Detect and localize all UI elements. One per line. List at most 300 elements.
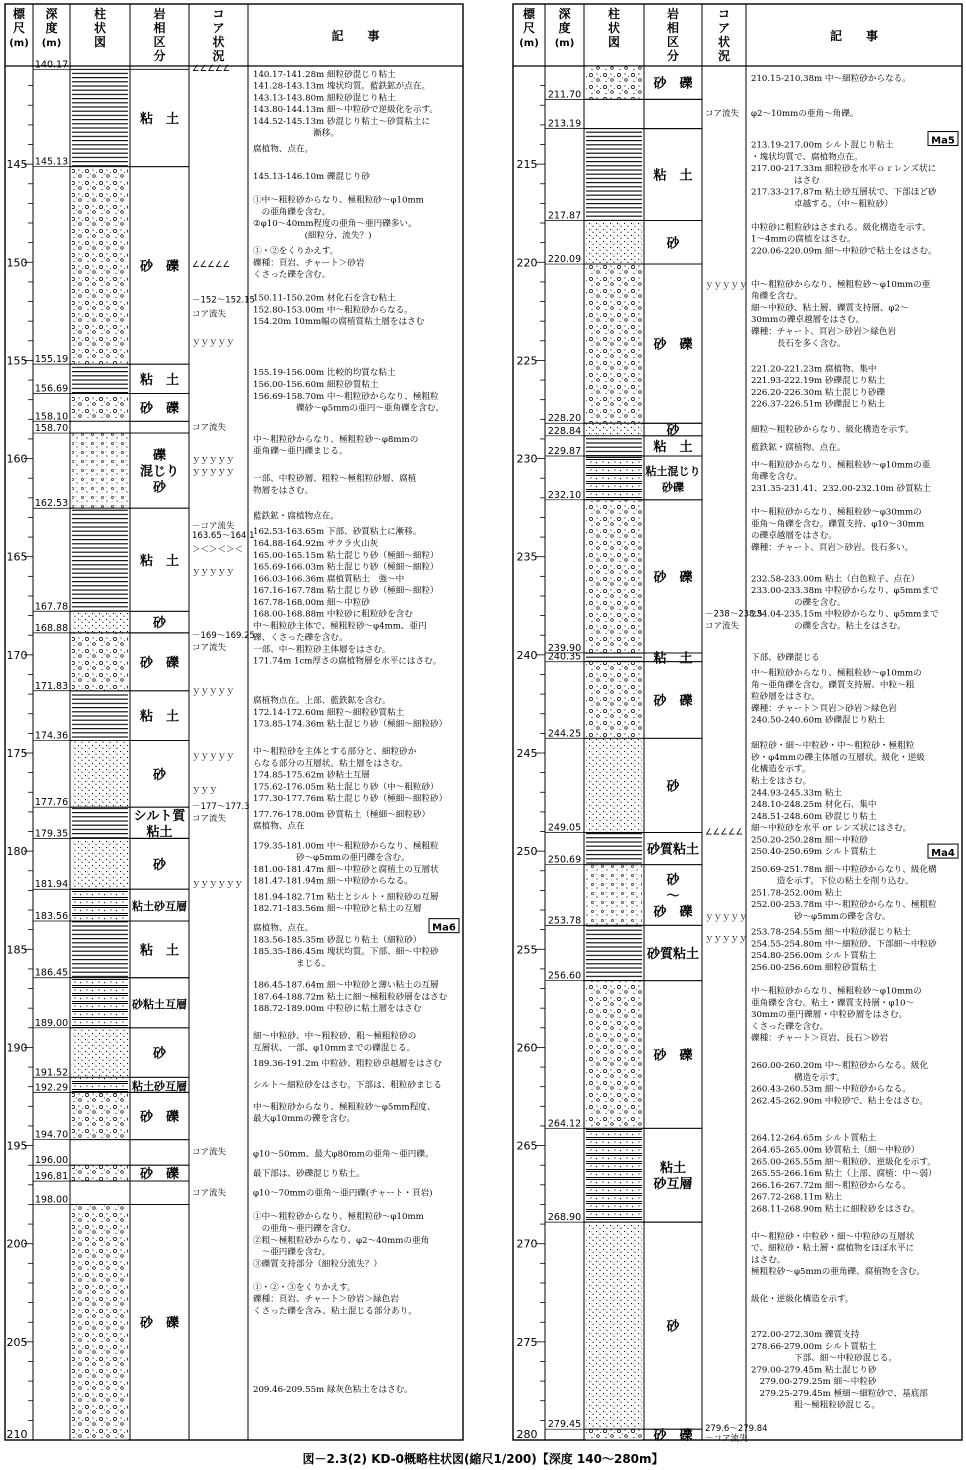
facies-label: ～ — [666, 889, 680, 905]
note-line: 220.06-220.09m 細～中粒砂で粘土をはさむ。 — [751, 246, 937, 257]
note-line: 最大φ10mmの礫を含む。 — [253, 1114, 356, 1125]
core-note: －152～152.15 — [192, 295, 255, 306]
note-line: 30mmの礫卓越層をはさむ。 — [751, 315, 865, 326]
header-depth: 深 — [45, 7, 58, 21]
note-line: 256.00-256.60m 細粒砂質粘土 — [751, 962, 877, 973]
note-line: 砂～φ5mmの亜円礫を含む。 — [253, 853, 410, 864]
note-line: 172.14-172.60m 細粒～細粒砂質粘土 — [253, 707, 405, 718]
note-line: 150.11-150.20m 材化石を含む粘土 — [253, 293, 396, 304]
note-line: 217.00-217.33m 細粒砂を水平ｏｒレンズ状に — [751, 164, 937, 175]
lithology-fill — [72, 1140, 128, 1166]
depth-label: 213.19 — [547, 118, 582, 130]
core-note: ｙｙｙｙｙ — [192, 566, 235, 577]
depth-label: 156.69 — [34, 383, 69, 395]
lithology-fill — [72, 364, 128, 393]
note-line: 185.35-186.45m 塊状均質。下部、細～中粒砂 — [253, 947, 439, 958]
note-line: 250.69-251.78m 細～中粒砂からなり、級化構 — [751, 864, 937, 875]
facies-label: 砂 礫 — [653, 905, 693, 921]
note-line: で、細粒砂・粘土層・腐植物をほぼ水平に — [751, 1243, 915, 1254]
facies-label: 砂 礫 — [139, 1110, 180, 1126]
facies-label: 粘 土 — [139, 372, 180, 388]
note-line: 下部、細～中粒砂混じる。 — [751, 1353, 898, 1364]
scale-label: 240 — [516, 648, 538, 662]
note-line: 221.93-222.19m 砂礫混じり粘土 — [751, 376, 886, 387]
lithology-fill — [586, 925, 642, 980]
note-line: 156.69-158.70m 中～粗粒砂からなり、極粗粒 — [253, 391, 439, 402]
marine-clay-tag: Ma5 — [931, 135, 955, 147]
facies-label: 粘土混じり — [645, 464, 701, 478]
scale-label: 215 — [516, 158, 538, 172]
depth-label: 211.70 — [547, 89, 582, 101]
header-core: ア — [212, 21, 225, 35]
scale-label: 180 — [6, 845, 28, 859]
note-line: 亜角礫を含む。粘土・礫質支持層・φ10～ — [751, 998, 915, 1009]
note-line: 中～粗粒砂主体で、極粗粒砂～φ4mm、亜円 — [253, 621, 427, 632]
note-line: 188.72-189.00m 中粒砂に粘土層をはさむ — [253, 1004, 422, 1015]
note-line: の礫を含む。粘土をはさむ。 — [751, 621, 906, 632]
note-line: はさむ — [751, 175, 820, 186]
depth-label: 196.00 — [34, 1155, 69, 1167]
lithology-fill — [72, 740, 128, 807]
scale-label: 185 — [6, 943, 28, 957]
note-line: 253.78-254.55m 細～中粒砂混じり粘土 — [751, 927, 911, 938]
note-line: 141.28-143.13m 塊状均質。藍鉄鉱が点在。 — [253, 81, 431, 92]
depth-label: 228.20 — [547, 413, 582, 425]
header-column: 状 — [93, 21, 107, 35]
depth-label: 171.83 — [34, 680, 69, 692]
scale-label: 150 — [6, 256, 28, 270]
lithology-fill — [586, 1222, 642, 1429]
core-note: 163.65～164.1 — [192, 531, 255, 542]
header-column: 図 — [93, 35, 107, 49]
depth-label: 279.45 — [547, 1419, 582, 1431]
header-scale: (m) — [9, 38, 29, 49]
facies-label: 砂 礫 — [653, 1428, 693, 1444]
core-note: ∠∠∠∠∠ — [192, 260, 231, 271]
note-line: 粘土をはさむ。 — [751, 776, 812, 787]
lithology-fill — [586, 436, 642, 456]
note-line: 260.43-260.53m 細～中粒砂からなる。 — [751, 1084, 911, 1095]
note-line: 167.78-168.00m 細～中粒砂 — [253, 597, 370, 608]
facies-label: 砂 — [666, 873, 680, 889]
note-line: 233.00-233.38m 中粒砂からなり、φ5mmまで — [751, 586, 939, 597]
note-line: 級化・逆級化構造を示す。 — [751, 1294, 854, 1305]
note-line: 化構造を示す。 — [751, 764, 811, 775]
note-line: 264.65-265.00m 砂質粘土（細～中粒砂） — [751, 1145, 920, 1156]
note-line: ①中～粗粒砂からなり、極粗粒砂～φ10mm — [253, 195, 424, 206]
depth-label: 177.76 — [34, 797, 69, 809]
note-line: 164.88-164.92m サクラ火山灰 — [253, 538, 379, 549]
note-line: 礫種：チャート、頁岩＞砂岩＞緑色岩 — [751, 326, 897, 337]
note-line: 30mmの亜円礫層・中粒砂層をはさむ。 — [751, 1010, 908, 1021]
header-scale: 標 — [522, 7, 536, 21]
depth-label: 183.56 — [34, 911, 69, 923]
note-line: 189.36-191.2m 中粒砂、粗粒砂卓越層をはさむ — [253, 1059, 442, 1070]
depth-label: 249.05 — [547, 822, 582, 834]
lithology-fill — [586, 500, 642, 653]
scale-label: 195 — [6, 1139, 28, 1153]
note-line: ②φ10～40mm程度の亜角～亜円礫多い。 — [253, 219, 417, 230]
facies-label: 砂礫 — [662, 480, 684, 494]
depth-label: 250.69 — [547, 854, 582, 866]
header-facies: 分 — [666, 49, 680, 63]
scale-label: 225 — [516, 354, 538, 368]
note-line: 礫種：頁岩、チャート＞砂岩＞緑色岩 — [253, 1294, 399, 1305]
facies-label: 砂 — [152, 857, 167, 873]
scale-label: 245 — [516, 747, 538, 760]
header-scale: 尺 — [522, 21, 536, 35]
core-note: ｙｙｙｙｙ — [192, 466, 235, 477]
note-line: 250.20-250.28m 細～中粒砂 — [751, 835, 868, 846]
marine-clay-tag: Ma4 — [931, 848, 955, 860]
note-line: 152.80-153.00m 中～粗粒砂からなる。 — [253, 305, 413, 316]
note-line: 155.19-156.00m 比較的均質な粘土 — [253, 368, 396, 379]
note-line: ～亜円礫を含む。 — [253, 1247, 331, 1258]
lithology-fill — [586, 423, 642, 436]
lithology-fill — [72, 421, 128, 433]
note-line: はさむ。 — [751, 1255, 786, 1266]
note-line: の亜角～亜円礫を含む。 — [253, 1224, 357, 1235]
note-line: 175.62-176.05m 粘土混じり砂（中～粗粒砂） — [253, 782, 439, 793]
lithology-fill — [72, 508, 128, 611]
scale-label: 160 — [6, 452, 28, 466]
header-column: 柱 — [93, 7, 107, 21]
note-line: まじる。 — [253, 959, 331, 970]
core-note: ∠∠∠∠∠ — [192, 63, 231, 74]
scale-label: 200 — [6, 1237, 28, 1251]
note-line: ①・②・③をくりかえす。 — [253, 1282, 356, 1293]
note-line: 226.20-226.30m 粘土混じり砂礫 — [751, 387, 886, 398]
facies-label: 砂 — [666, 779, 680, 795]
note-line: 248.51-248.60m 砂混じり粘土 — [751, 811, 877, 822]
note-line: らなる部分の互層状。粘土層をはさむ。 — [253, 758, 408, 769]
lithology-fill — [586, 456, 642, 500]
facies-label: 砂 礫 — [653, 1048, 693, 1064]
depth-label: 192.29 — [34, 1082, 69, 1094]
lithology-fill — [72, 889, 128, 921]
note-line: 226.37-226.51m 砂礫混じり粘土 — [751, 399, 886, 410]
note-line: 中～粗粒砂からなり、極粗粒砂～φ10mmの亜 — [751, 460, 931, 471]
facies-label: 砂 — [666, 1319, 680, 1335]
depth-label: 253.78 — [547, 915, 582, 927]
scale-label: 205 — [6, 1335, 28, 1349]
note-line: 181.47-181.94m 細～中粒砂からなる。 — [253, 876, 413, 887]
depth-label: 244.25 — [547, 728, 582, 740]
facies-label: 砂 礫 — [653, 76, 693, 92]
note-line: 252.00-253.78m 中～粗粒砂からなり、極粗粒 — [751, 900, 937, 911]
note-line: 中～粗粒砂からなり、極粗粒砂～φ10mmの — [751, 986, 922, 997]
lithology-fill — [72, 1077, 128, 1092]
lithology-fill — [586, 1429, 642, 1440]
lithology-fill — [586, 129, 642, 221]
note-line: 礫、くさった礫を含む。 — [253, 633, 348, 644]
lithology-fill — [72, 1165, 128, 1181]
note-line: 140.17-141.28m 細粒砂混じり粘土 — [253, 69, 396, 80]
note-line: 藍鉄鉱・腐植物点在。 — [253, 511, 339, 522]
note-line: 細～中粒砂を水平 or レンズ状にはさむ。 — [751, 823, 912, 834]
facies-label: 混じり — [139, 464, 180, 480]
note-line: 極粗粒砂～φ5mmの亜角礫、腐植物を含む。 — [751, 1267, 925, 1278]
scale-label: 145 — [6, 158, 28, 172]
facies-label: 粘 土 — [653, 651, 693, 667]
header-facies: 分 — [153, 49, 166, 63]
scale-label: 220 — [516, 256, 538, 270]
depth-label: 158.70 — [34, 423, 69, 435]
note-line: 213.19-217.00m シルト混じり粘土 — [751, 140, 894, 151]
scale-label: 235 — [516, 550, 538, 564]
depth-label: 220.09 — [547, 254, 582, 266]
note-line: 168.00-168.88m 中粒砂に粗粒砂を含む — [253, 609, 413, 620]
note-line: 中～粗粒砂からなり、極粗粒砂～φ10mmの亜 — [751, 279, 931, 290]
note-line: 砂～φ5mmの礫を含む。 — [751, 911, 891, 922]
core-note: コア流失 — [705, 109, 740, 120]
lithology-fill — [586, 738, 642, 832]
core-note: コア流失 — [192, 1147, 227, 1158]
facies-label: 砂粘土互層 — [132, 997, 187, 1011]
note-line: ①・②をくりかえす。 — [253, 246, 339, 257]
header-core: 況 — [212, 49, 225, 63]
note-line: 154.20m 10mm幅の腐植質粘土層をはさむ — [253, 317, 425, 328]
note-line: 腐植物、点在。 — [253, 144, 314, 155]
marine-clay-tag: Ma6 — [432, 922, 456, 934]
note-line: φ10～70mmの亜角～亜円礫(チャート・頁岩) — [253, 1188, 433, 1199]
note-line: 中～粗粒砂を主体とする部分と、細粒砂か — [253, 747, 417, 758]
facies-label: 砂 — [666, 236, 680, 252]
depth-label: 168.88 — [34, 622, 69, 634]
note-line: 209.46-209.55m 緑灰色粘土をはさむ。 — [253, 1384, 413, 1395]
scale-label: 270 — [516, 1237, 538, 1251]
lithology-fill — [72, 611, 128, 633]
scale-label: 190 — [6, 1041, 28, 1055]
note-line: 中～粗粒砂からなり、極粗粒砂～φ30mmの — [751, 507, 922, 518]
lithology-fill — [72, 807, 128, 838]
note-line: 造を示す。下位の粘土を削り込む。 — [751, 876, 914, 887]
note-line: 礫種：チャート＞頁岩＞砂岩＞緑色岩 — [751, 703, 897, 714]
note-line: 礫砂～φ5mmの亜円～亜角礫を含む。 — [253, 403, 445, 414]
note-line: 250.40-250.69m シルト質粘土 — [751, 847, 877, 858]
note-line: 145.13-146.10m 礫混じり砂 — [253, 171, 370, 182]
lithology-fill — [72, 69, 128, 166]
facies-label: 粘土砂互層 — [132, 900, 187, 914]
depth-label: 198.00 — [34, 1194, 69, 1206]
header-column: 状 — [607, 21, 621, 35]
lithology-fill — [72, 978, 128, 1028]
note-line: 砂・φ4mmの礫主体層の互層状。級化・逆級 — [751, 752, 925, 763]
note-line: 腐植物、点在 — [253, 821, 305, 832]
header-core: コ — [212, 7, 225, 21]
note-line: 181.94-182.71m 粘土とシルト・細粒砂の互層 — [253, 892, 439, 903]
depth-label: 145.13 — [34, 156, 69, 168]
lithology-fill — [72, 167, 128, 364]
core-note: 279.6～279.84 — [705, 1424, 768, 1435]
note-line: φ2～10mmの亜角～角礫。 — [751, 109, 859, 120]
note-line: 264.12-264.65m シルト質粘土 — [751, 1133, 877, 1144]
scale-label: 265 — [516, 1139, 538, 1153]
note-line: 210.15-210.38m 中～細粒砂からなる。 — [751, 73, 911, 84]
core-note: コア流失 — [705, 621, 740, 632]
note-line: 254.55-254.80m 中～細粒砂、下部細～中粒砂 — [751, 939, 937, 950]
note-line: 231.35-231.41、232.00-232.10m 砂質粘土 — [751, 484, 931, 495]
facies-label: 粘土 — [659, 1161, 687, 1177]
note-line: 182.71-183.56m 細～中粒砂と粘土の互層 — [253, 904, 422, 915]
note-line: 166.03-166.36m 腐植質粘土 強～中 — [253, 574, 405, 585]
header-facies: 区 — [153, 35, 166, 49]
note-line: 細粒砂・細～中粒砂・中～粗粒砂・極粗粒 — [751, 741, 915, 752]
depth-label: 228.84 — [547, 425, 582, 437]
note-line: 中～粗粒砂からなり、極粗粒砂～φ5mm程度、 — [253, 1102, 436, 1113]
note-line: の礫を含む。 — [751, 597, 846, 608]
lithology-fill — [72, 433, 128, 508]
note-line: 221.20-221.23m 腐植物、集中 — [751, 364, 877, 375]
note-line: 一部、中粒砂層、粗粒～極粗粒砂層、腐植 — [253, 474, 417, 485]
core-note: ｙｙｙｙｙｙ — [192, 878, 244, 889]
depth-label: 217.87 — [547, 210, 582, 222]
core-note: －コア流失 — [705, 1434, 748, 1445]
note-line: 234.04-235.15m 中粒砂からなり、φ5mmまで — [751, 609, 939, 620]
facies-label: 砂 — [152, 616, 167, 632]
core-note: ｙｙｙｙｙ — [192, 750, 235, 761]
note-line: 171.74m 1cm厚さの腐植物層を水平にはさむ。 — [253, 656, 442, 667]
core-note: －177～177.3 — [192, 801, 250, 812]
depth-label: 240.35 — [547, 651, 582, 663]
lithology-fill — [586, 865, 642, 926]
facies-label: 砂 礫 — [139, 1167, 180, 1183]
scale-label: 260 — [516, 1041, 538, 1055]
scale-label: 165 — [6, 550, 28, 564]
note-line: くさった礫を含む。 — [751, 1021, 829, 1032]
lithology-fill — [72, 394, 128, 422]
note-line: 183.56-185.35m 砂混じり粘土（細粒砂） — [253, 935, 422, 946]
note-line: 272.00-272.30m 礫質支持 — [751, 1330, 860, 1341]
note-line: 162.53-163.65m 下部、砂質粘土に漸移。 — [253, 527, 422, 538]
note-line: 亜角～角礫を含む。礫質支持、φ10～30mm — [751, 519, 925, 530]
depth-label: 239.90 — [547, 642, 582, 654]
header-core: 状 — [717, 35, 731, 49]
core-note: コア流失 — [192, 1188, 227, 1199]
core-note: ｙｙｙｙｙ — [192, 454, 235, 465]
lithology-fill — [586, 1128, 642, 1222]
depth-label: 194.70 — [34, 1129, 69, 1141]
header-depth: 度 — [45, 21, 58, 35]
facies-label: 礫 — [152, 448, 167, 464]
lithology-fill — [72, 1028, 128, 1077]
facies-label: 砂 礫 — [139, 1316, 180, 1332]
note-line: 中～粗粒砂・中粒砂・細～中粒砂の互層状 — [751, 1231, 915, 1242]
depth-label: 256.60 — [547, 970, 582, 982]
header-facies: 区 — [666, 35, 680, 49]
core-note: ｙｙｙｙｙ — [705, 911, 748, 922]
note-line: 187.64-188.72m 粘土に細～極粗粒砂層をはさむ — [253, 992, 448, 1003]
facies-label: 砂 礫 — [653, 570, 693, 586]
scale-label: 155 — [6, 354, 28, 368]
facies-label: 砂 — [152, 480, 167, 496]
header-depth: 深 — [558, 7, 571, 21]
note-line: 232.58-233.00m 粘土（白色粒子、点在） — [751, 574, 920, 585]
facies-label: 粘 土 — [653, 168, 693, 184]
note-line: ・塊状均質で、腐植物点在。 — [751, 152, 863, 163]
note-line: 粒砂層をはさむ。 — [751, 692, 820, 703]
depth-label: 179.35 — [34, 828, 69, 840]
lithology-fill — [586, 220, 642, 264]
note-line: ③礫質支持部分（細粒分流失？） — [253, 1259, 382, 1270]
note-line: 物層をはさむ。 — [253, 485, 314, 496]
note-line: 角礫を含む。 — [751, 291, 803, 302]
core-note: －238～238.5 — [705, 609, 763, 620]
note-line: 268.11-268.90m 粘土に細粒砂をはさむ。 — [751, 1204, 920, 1215]
panel-left — [5, 4, 463, 1441]
facies-label: 粘土砂互層 — [132, 1079, 187, 1093]
core-note: ｙｙｙ — [192, 784, 218, 795]
lithology-fill — [586, 66, 642, 99]
header-scale: 尺 — [12, 21, 26, 35]
lithology-fill — [72, 691, 128, 741]
scale-label: 230 — [516, 452, 538, 466]
depth-label: 155.19 — [34, 354, 69, 366]
note-line: 179.35-181.00m 中～粗粒砂からなり、極粗粒 — [253, 841, 439, 852]
note-line: 細～中粒砂、中～粗粒砂、粗～極粗粒砂の — [253, 1031, 417, 1042]
figure-caption: 図－2.3(2) KD-0概略柱状図(縮尺1/200)【深度 140～280m】 — [302, 1452, 664, 1466]
note-line: 156.00-156.60m 細粒砂質粘土 — [253, 379, 379, 390]
facies-label: 砂互層 — [653, 1177, 693, 1193]
note-line: 長石を多く含む。 — [751, 338, 846, 349]
note-line: シルト～細粒砂をはさむ。下部は、粗粒砂まじる — [253, 1080, 442, 1091]
core-note: ｙｙｙｙｙ — [192, 336, 235, 347]
facies-label: 砂 礫 — [653, 694, 693, 710]
lithology-fill — [72, 838, 128, 889]
note-line: 143.13-143.80m 細粒砂混じり粘土 — [253, 93, 396, 104]
core-note: ｙｙｙｙｙ — [192, 686, 235, 697]
header-notes: 記 事 — [829, 29, 879, 43]
core-note: －コア流失 — [192, 521, 235, 532]
header-facies: 相 — [666, 21, 680, 35]
note-line: 267.72-268.11m 粘土 — [751, 1192, 843, 1203]
depth-label: 186.45 — [34, 967, 69, 979]
facies-label: 砂質粘土 — [646, 842, 700, 858]
note-line: ①中～粗粒砂からなり、極粗粒砂～φ10mm — [253, 1212, 424, 1223]
core-note: コア流失 — [192, 813, 227, 824]
note-line: 互層状、一部、φ10mmまでの礫混じる。 — [253, 1043, 416, 1054]
note-line: 中粒砂に粗粒砂はさまれる。級化構造を示す。 — [751, 222, 931, 233]
depth-label: 158.10 — [34, 411, 69, 423]
facies-label: 粘 土 — [139, 943, 180, 959]
core-note: ＞＜＞＜＞＜ — [192, 544, 244, 555]
header-depth: (m) — [41, 38, 62, 49]
core-note: －169～169.25 — [192, 631, 255, 642]
depth-label: 191.52 — [34, 1067, 69, 1079]
facies-label: 砂 — [666, 423, 680, 439]
core-note: コア流失 — [192, 643, 227, 654]
facies-label: 粘土 — [146, 824, 173, 840]
note-line: φ10～50mm、最大φ80mmの亜角～亜円礫。 — [253, 1149, 434, 1160]
scale-label: 280 — [516, 1428, 538, 1441]
note-line: 266.16-267.72m 細～粗粒砂からなる。 — [751, 1180, 911, 1191]
core-note: ｙｙｙｙｙ — [705, 279, 748, 290]
facies-label: シルト質 — [133, 808, 186, 824]
note-line: 卓越する。（中～粗粒砂） — [751, 199, 893, 210]
depth-label: 140.17 — [34, 59, 69, 71]
note-line: くさった礫を含む。 — [253, 270, 331, 281]
header-depth: 度 — [558, 21, 571, 35]
note-line: 279.00-279.25m 細～中粒砂 — [751, 1377, 877, 1388]
note-line: 下部、砂礫混じる — [751, 652, 820, 663]
header-scale: (m) — [519, 38, 539, 49]
scale-label: 210 — [6, 1428, 28, 1441]
note-line: 角礫を含む。 — [751, 472, 803, 483]
note-line: 中～粗粒砂からなり、極粗粒砂～φ8mmの — [253, 434, 419, 445]
lithology-fill — [72, 1181, 128, 1204]
facies-label: 粘 土 — [653, 439, 693, 455]
lithology-fill — [72, 633, 128, 691]
